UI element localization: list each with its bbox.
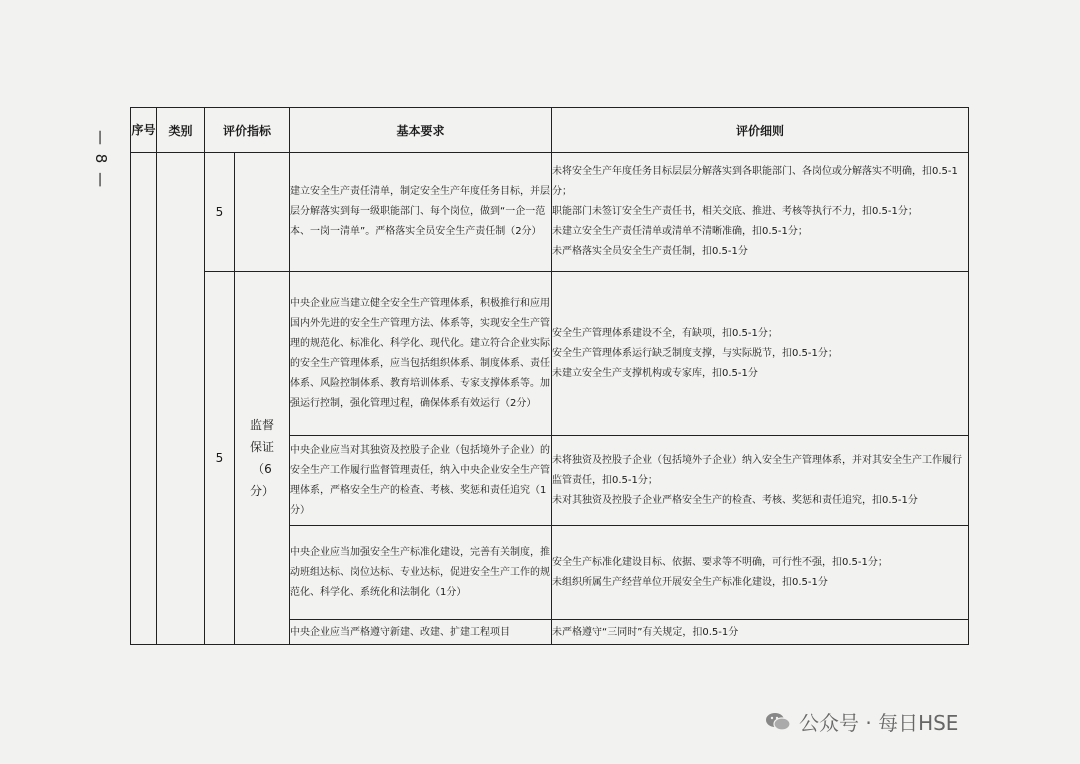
table-row bbox=[131, 272, 969, 436]
serial-cell bbox=[131, 153, 157, 645]
group-category-score: （6分） bbox=[249, 462, 274, 498]
header-serial: 序号 bbox=[131, 108, 157, 153]
header-indicator: 评价指标 bbox=[205, 108, 290, 153]
detail-line: 未建立安全生产责任清单或清单不清晰准确，扣0.5-1分； bbox=[552, 226, 808, 237]
requirement-cell: 中央企业应当建立健全安全生产管理体系，积极推行和应用国内外先进的安全生产管理方法、体系等，实现安全生产管理的规范化、标准化、科学化、现代化。建立符合企业实际的安全生产管理体系，应当包括组织体系、制度体系、责任体系、风险控制体系、教育培训体系、专家支撑体系等。加强运行控制，强化管理过程，确保体系有效运行（2分） bbox=[290, 272, 552, 436]
watermark-text: 公众号 · 每日HSE bbox=[799, 711, 959, 735]
details-cell bbox=[552, 272, 969, 436]
header-requirements: 基本要求 bbox=[290, 108, 552, 153]
detail-line: 职能部门未签订安全生产责任书，相关交底、推进、考核等执行不力，扣0.5-1分； bbox=[552, 206, 918, 217]
group-number-cell: 5 bbox=[205, 272, 235, 645]
group-category-name: 监督保证 bbox=[249, 418, 274, 454]
detail-line: 未严格落实全员安全生产责任制，扣0.5-1分 bbox=[552, 246, 748, 257]
detail-line: 未严格遵守“三同时”有关规定，扣0.5-1分 bbox=[552, 627, 739, 638]
detail-line: 安全生产管理体系运行缺乏制度支撑，与实际脱节，扣0.5-1分； bbox=[552, 347, 838, 359]
details-cell bbox=[552, 153, 969, 272]
detail-line: 未对其独资及控股子企业严格安全生产的检查、考核、奖惩和责任追究，扣0.5-1分 bbox=[552, 494, 918, 506]
evaluation-table bbox=[130, 107, 969, 645]
detail-line: 安全生产标准化建设目标、依据、要求等不明确，可行性不强，扣0.5-1分； bbox=[552, 556, 888, 568]
category-cell bbox=[157, 153, 205, 645]
watermark bbox=[765, 707, 958, 736]
detail-line: 未将独资及控股子企业（包括境外子企业）纳入安全生产管理体系，并对其安全生产工作履行监管责任，扣0.5-1分； bbox=[552, 454, 963, 486]
requirement-cell: 建立安全生产责任清单，制定安全生产年度任务目标，并层层分解落实到每一级职能部门、每个岗位，做到“一企一范本、一岗一清单”。严格落实全员安全生产责任制（2分） bbox=[290, 153, 552, 272]
indicator-number-cell: 5 bbox=[205, 153, 235, 272]
indicator-name-cell bbox=[235, 153, 290, 272]
requirement-cell: 中央企业应当加强安全生产标准化建设，完善有关制度，推动班组达标、岗位达标、专业达标，促进安全生产工作的规范化、科学化、系统化和法制化（1分） bbox=[290, 526, 552, 620]
table-row bbox=[131, 153, 969, 272]
wechat-icon bbox=[765, 712, 791, 732]
header-category: 类别 bbox=[157, 108, 205, 153]
detail-line: 未组织所属生产经营单位开展安全生产标准化建设，扣0.5-1分 bbox=[552, 576, 828, 588]
details-cell bbox=[552, 526, 969, 620]
details-cell bbox=[552, 436, 969, 526]
group-category-cell bbox=[235, 272, 290, 645]
requirement-cell: 中央企业应当对其独资及控股子企业（包括境外子企业）的安全生产工作履行监督管理责任，纳入中央企业安全生产管理体系，严格安全生产的检查、考核、奖惩和责任追究（1分） bbox=[290, 436, 552, 526]
requirement-cell: 中央企业应当严格遵守新建、改建、扩建工程项目 bbox=[290, 620, 552, 645]
table-header-row bbox=[131, 108, 969, 153]
page-number: — 8 — bbox=[92, 130, 110, 190]
details-cell bbox=[552, 620, 969, 645]
detail-line: 未将安全生产年度任务目标层层分解落实到各职能部门、各岗位或分解落实不明确，扣0.5-1分； bbox=[552, 166, 958, 197]
detail-line: 安全生产管理体系建设不全，有缺项，扣0.5-1分； bbox=[552, 327, 778, 339]
header-details: 评价细则 bbox=[552, 108, 969, 153]
detail-line: 未建立安全生产支撑机构或专家库，扣0.5-1分 bbox=[552, 367, 758, 379]
